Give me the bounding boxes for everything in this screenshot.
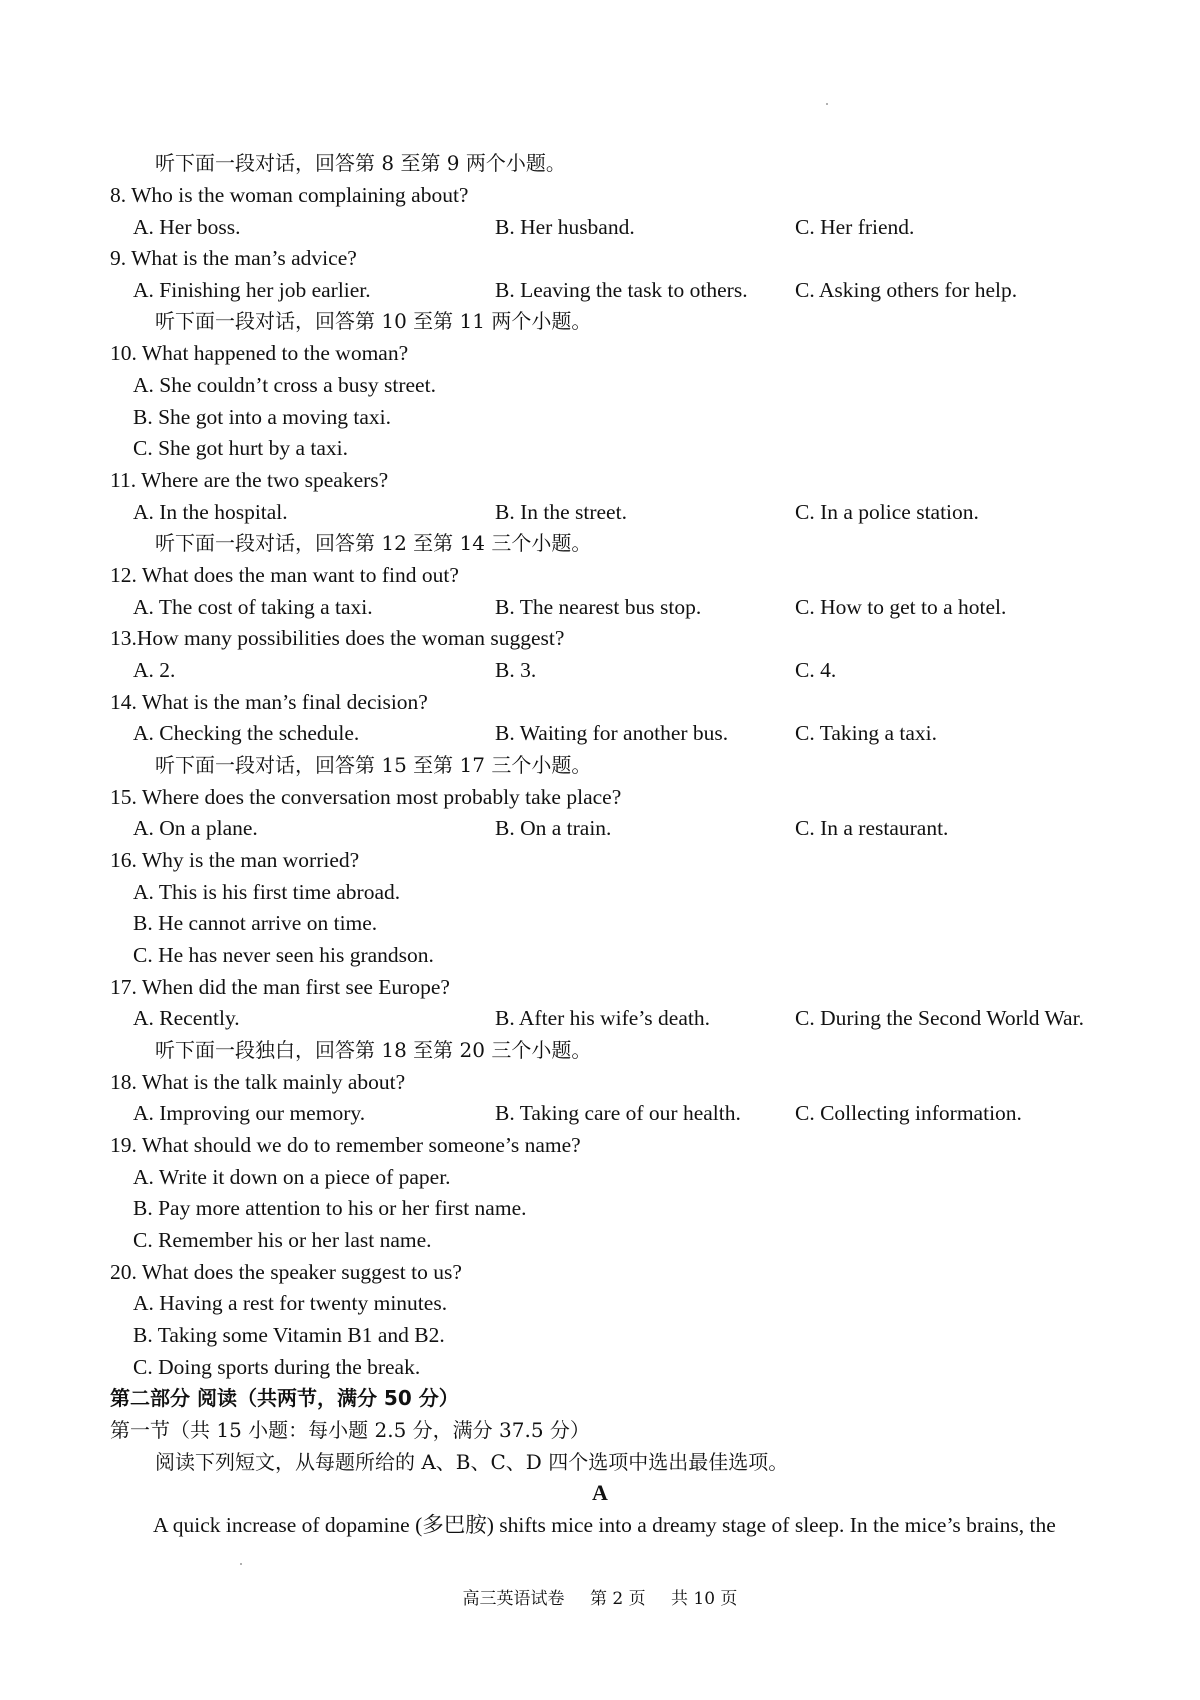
option-12a: A. The cost of taking a taxi. bbox=[133, 595, 373, 619]
option-16a: A. This is his first time abroad. bbox=[133, 880, 401, 904]
option-20a: A. Having a rest for twenty minutes. bbox=[133, 1291, 448, 1315]
question-8: 8. Who is the woman complaining about? bbox=[110, 183, 469, 207]
option-11b: B. In the street. bbox=[495, 500, 627, 524]
option-14b: B. Waiting for another bus. bbox=[495, 721, 729, 745]
option-8a: A. Her boss. bbox=[133, 215, 241, 239]
instruction-15-17: 听下面一段对话，回答第 15 至第 17 三个小题。 bbox=[155, 753, 592, 777]
instruction-18-20: 听下面一段独白，回答第 18 至第 20 三个小题。 bbox=[155, 1038, 592, 1062]
footer-subject: 高三英语试卷 bbox=[462, 1589, 565, 1609]
option-19a: A. Write it down on a piece of paper. bbox=[133, 1165, 451, 1189]
option-14c: C. Taking a taxi. bbox=[795, 721, 938, 745]
option-15c: C. In a restaurant. bbox=[795, 816, 949, 840]
option-10c: C. She got hurt by a taxi. bbox=[133, 436, 348, 460]
question-15: 15. Where does the conversation most probably take place? bbox=[110, 785, 622, 809]
question-9: 9. What is the man’s advice? bbox=[110, 246, 357, 270]
question-20: 20. What does the speaker suggest to us? bbox=[110, 1260, 462, 1284]
option-13c: C. 4. bbox=[795, 658, 837, 682]
question-10: 10. What happened to the woman? bbox=[110, 341, 409, 365]
option-8c: C. Her friend. bbox=[795, 215, 915, 239]
option-12b: B. The nearest bus stop. bbox=[495, 595, 702, 619]
option-15a: A. On a plane. bbox=[133, 816, 258, 840]
part2-title: 第二部分 阅读（共两节，满分 50 分） bbox=[110, 1386, 459, 1410]
question-12: 12. What does the man want to find out? bbox=[110, 563, 459, 587]
option-13b: B. 3. bbox=[495, 658, 537, 682]
option-19b: B. Pay more attention to his or her first name. bbox=[133, 1196, 527, 1220]
question-16: 16. Why is the man worried? bbox=[110, 848, 360, 872]
option-8b: B. Her husband. bbox=[495, 215, 635, 239]
scan-speck bbox=[826, 103, 828, 105]
question-13: 13.How many possibilities does the woman suggest? bbox=[110, 626, 565, 650]
option-17a: A. Recently. bbox=[133, 1006, 240, 1030]
scan-speck bbox=[240, 1563, 242, 1565]
passage-label: A bbox=[592, 1480, 608, 1505]
option-20c: C. Doing sports during the break. bbox=[133, 1355, 421, 1379]
option-9a: A. Finishing her job earlier. bbox=[133, 278, 371, 302]
option-18b: B. Taking care of our health. bbox=[495, 1101, 741, 1125]
question-11: 11. Where are the two speakers? bbox=[110, 468, 389, 492]
question-19: 19. What should we do to remember someone’s name? bbox=[110, 1133, 581, 1157]
page-footer bbox=[0, 1583, 1200, 1615]
instruction-10-11: 听下面一段对话，回答第 10 至第 11 两个小题。 bbox=[155, 309, 592, 333]
option-20b: B. Taking some Vitamin B1 and B2. bbox=[133, 1323, 445, 1347]
option-15b: B. On a train. bbox=[495, 816, 612, 840]
option-16c: C. He has never seen his grandson. bbox=[133, 943, 434, 967]
option-11a: A. In the hospital. bbox=[133, 500, 288, 524]
option-13a: A. 2. bbox=[133, 658, 176, 682]
option-9b: B. Leaving the task to others. bbox=[495, 278, 748, 302]
option-19c: C. Remember his or her last name. bbox=[133, 1228, 432, 1252]
instruction-12-14: 听下面一段对话，回答第 12 至第 14 三个小题。 bbox=[155, 531, 592, 555]
option-11c: C. In a police station. bbox=[795, 500, 979, 524]
option-14a: A. Checking the schedule. bbox=[133, 721, 360, 745]
question-17: 17. When did the man first see Europe? bbox=[110, 975, 450, 999]
option-17c: C. During the Second World War. bbox=[795, 1006, 1084, 1030]
option-12c: C. How to get to a hotel. bbox=[795, 595, 1007, 619]
option-9c: C. Asking others for help. bbox=[795, 278, 1018, 302]
option-17b: B. After his wife’s death. bbox=[495, 1006, 710, 1030]
question-14: 14. What is the man’s final decision? bbox=[110, 690, 428, 714]
option-10a: A. She couldn’t cross a busy street. bbox=[133, 373, 436, 397]
footer-total: 共 10 页 bbox=[670, 1589, 738, 1609]
option-18a: A. Improving our memory. bbox=[133, 1101, 366, 1125]
option-10b: B. She got into a moving taxi. bbox=[133, 405, 391, 429]
option-16b: B. He cannot arrive on time. bbox=[133, 911, 378, 935]
passage-text: A quick increase of dopamine (多巴胺) shifts mice into a dreamy stage of sleep. In the mice’s brains, the bbox=[153, 1513, 1056, 1537]
option-18c: C. Collecting information. bbox=[795, 1101, 1022, 1125]
reading-instruction: 阅读下列短文，从每题所给的 A、B、C、D 四个选项中选出最佳选项。 bbox=[155, 1450, 789, 1474]
question-18: 18. What is the talk mainly about? bbox=[110, 1070, 406, 1094]
footer-page: 第 2 页 bbox=[589, 1589, 646, 1609]
instruction-8-9: 听下面一段对话，回答第 8 至第 9 两个小题。 bbox=[155, 151, 566, 175]
section1-heading: 第一节（共 15 小题：每小题 2.5 分，满分 37.5 分） bbox=[110, 1418, 590, 1442]
